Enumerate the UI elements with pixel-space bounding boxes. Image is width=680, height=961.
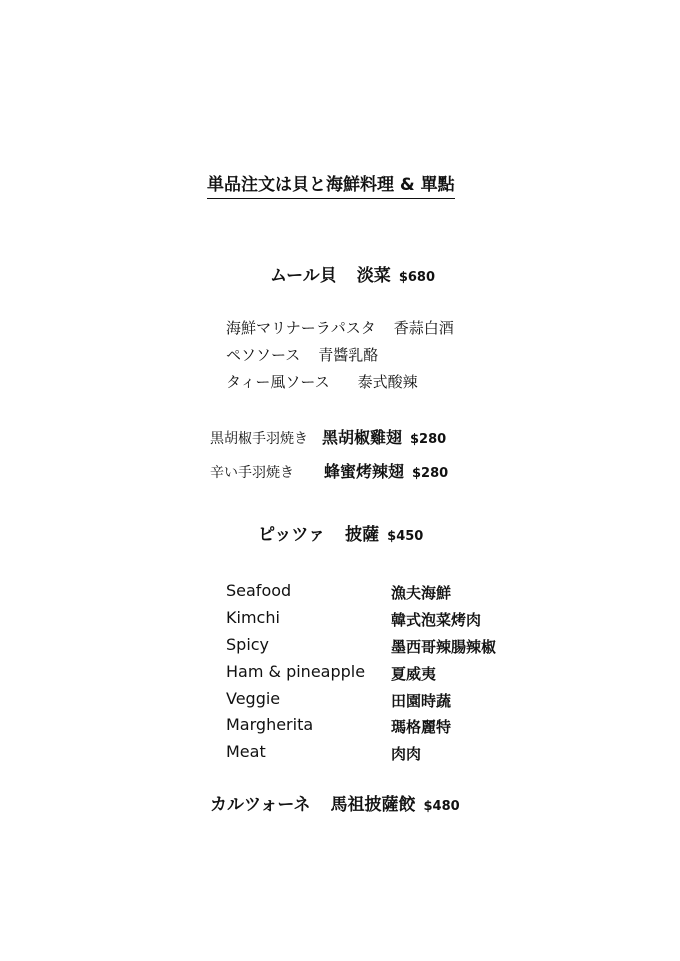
calzone-title xyxy=(210,790,460,815)
mussels-zh: 淡菜 xyxy=(356,266,391,286)
sauce-jp: ペソソース xyxy=(226,346,301,364)
sauce-jp: 海鮮マリナーラパスタ xyxy=(226,319,376,337)
pizza-jp: ピッツァ xyxy=(258,525,326,545)
sauce-zh: 泰式酸辣 xyxy=(357,373,418,391)
pizza-item-zh: 瑪格麗特 xyxy=(391,718,452,736)
menu-heading: 単品注文は貝と海鮮料理 & 單點 xyxy=(207,170,455,199)
wing-jp: 黒胡椒手羽焼き xyxy=(210,431,308,447)
pizza-title xyxy=(258,520,423,545)
wing-item xyxy=(210,425,446,448)
pizza-item-zh: 韓式泡菜烤肉 xyxy=(391,611,482,629)
calzone-zh: 馬祖披薩餃 xyxy=(330,795,416,815)
pizza-item-en: Margherita xyxy=(226,715,314,734)
wing-zh: 黑胡椒雞翅 xyxy=(322,428,403,447)
calzone-jp: カルツォーネ xyxy=(210,795,311,815)
mussels-price: $680 xyxy=(398,270,435,285)
wing-price: $280 xyxy=(410,432,447,447)
sauce-jp: タィー風ソース xyxy=(226,373,330,391)
pizza-item-zh: 夏威夷 xyxy=(391,665,437,683)
sauce-item xyxy=(226,371,418,392)
wing-price: $280 xyxy=(412,466,449,481)
pizza-item-en: Meat xyxy=(226,742,266,761)
pizza-item-en: Seafood xyxy=(226,581,292,600)
wing-zh: 蜂蜜烤辣翅 xyxy=(324,462,405,481)
pizza-item-en: Kimchi xyxy=(226,608,280,627)
wing-item xyxy=(210,459,448,482)
pizza-item-zh: 肉肉 xyxy=(391,745,422,763)
pizza-price: $450 xyxy=(387,529,424,544)
pizza-item-zh: 田園時蔬 xyxy=(391,692,452,710)
sauce-zh: 香蒜白酒 xyxy=(393,319,454,337)
pizza-item-en: Veggie xyxy=(226,689,281,708)
pizza-item-zh: 漁夫海鮮 xyxy=(391,584,452,602)
calzone-price: $480 xyxy=(423,799,460,814)
sauce-item xyxy=(226,317,454,338)
mussels-jp: ムール貝 xyxy=(270,266,337,286)
mussels-title xyxy=(270,261,435,286)
sauce-item xyxy=(226,344,378,365)
pizza-item-en: Spicy xyxy=(226,635,270,654)
pizza-item-en: Ham & pineapple xyxy=(226,662,366,681)
sauce-zh: 青醬乳酪 xyxy=(318,346,379,364)
pizza-item-zh: 墨西哥辣腸辣椒 xyxy=(391,638,497,656)
wing-jp: 辛い手羽焼き xyxy=(210,465,294,481)
pizza-zh: 披薩 xyxy=(345,525,380,545)
